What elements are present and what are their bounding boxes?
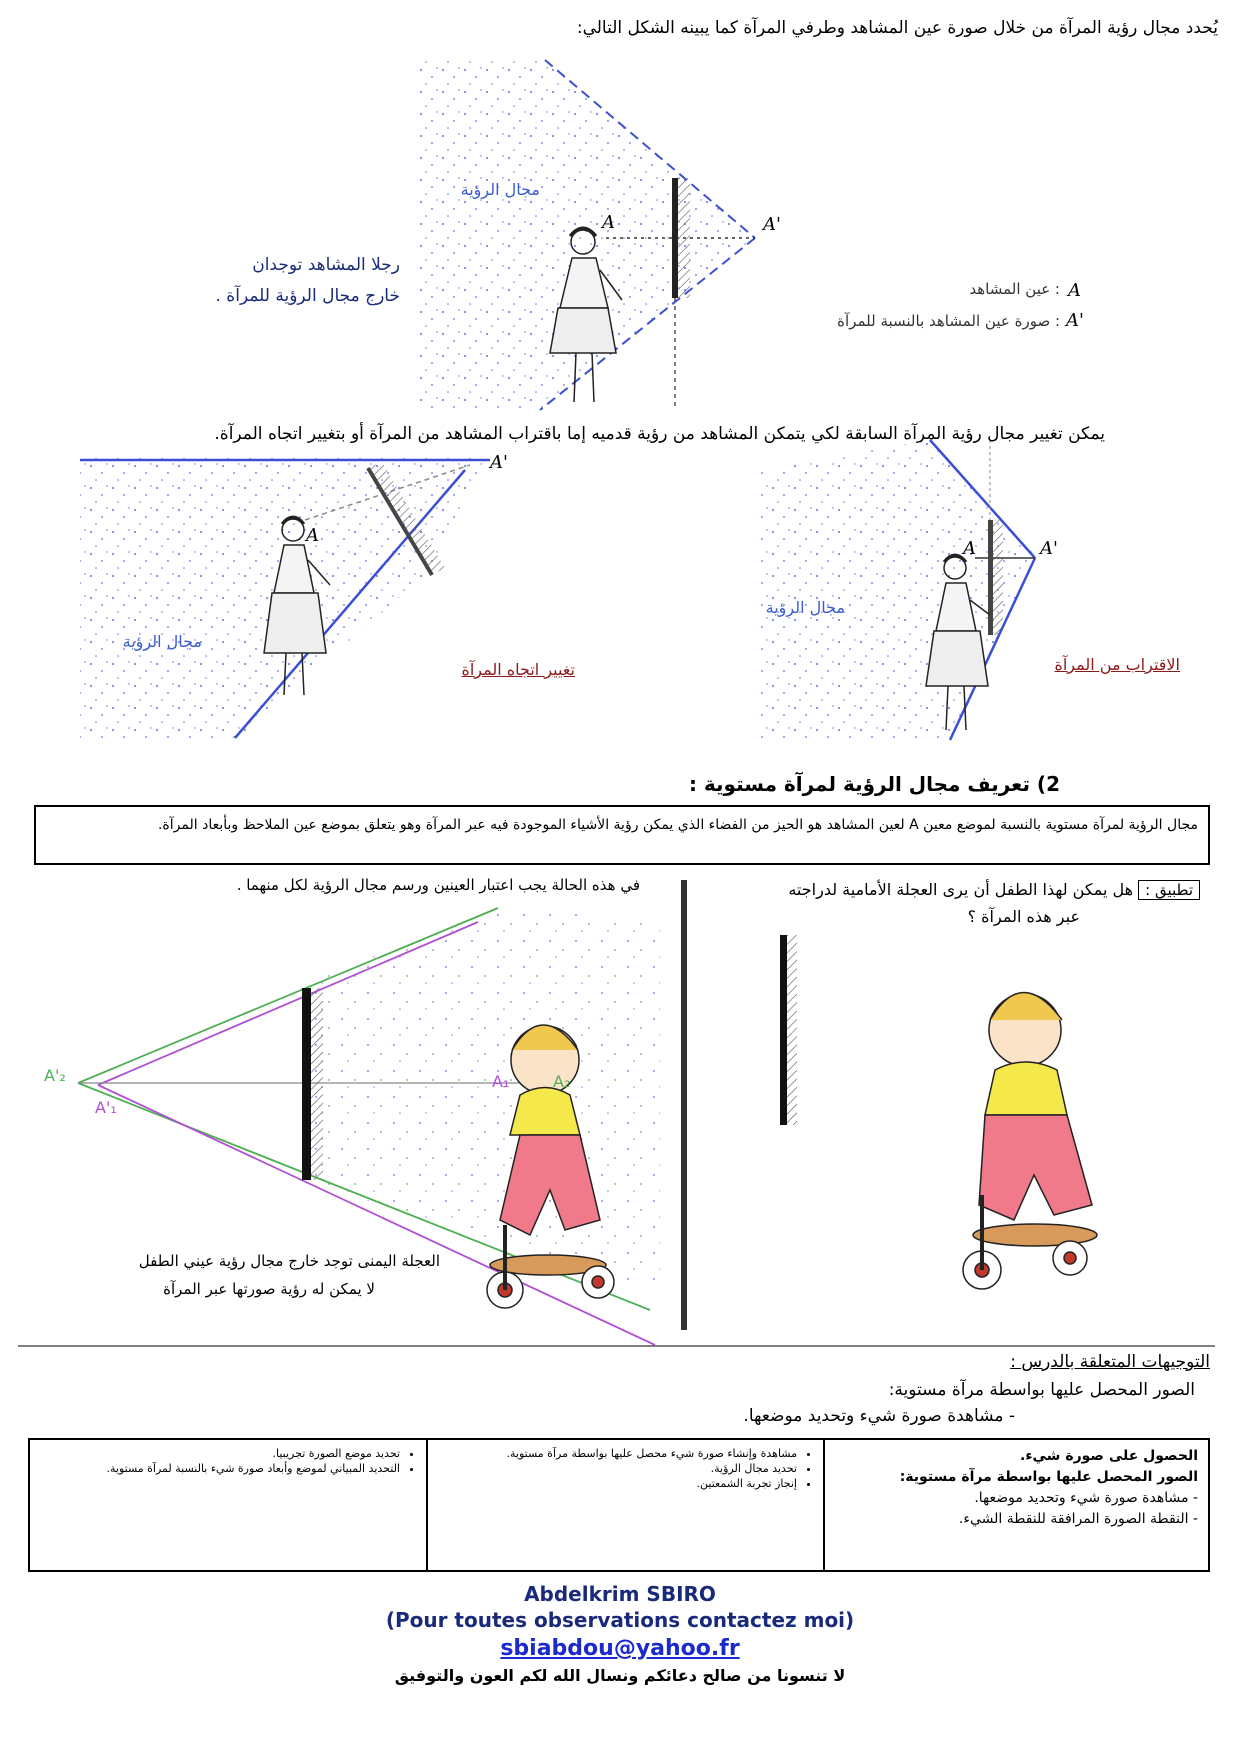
intro-text: يُحدد مجال رؤية المرآة من خلال صورة عين المشاهد وطرفي المرآة كما يبينه الشكل التالي: [576,18,1218,38]
footer-email-link[interactable]: sbiabdou@yahoo.fr [500,1636,740,1661]
table-col-3 [30,1440,426,1570]
fig1-legend-A-image-text: : صورة عين المشاهد بالنسبة للمرآة [837,312,1060,330]
fig1-feet-note-1: رجلا المشاهد توجدان [252,255,400,275]
app-point-A1-image: A'₁ [95,1098,117,1117]
objectives-table [28,1438,1210,1572]
application-question-line1: هل يمكن لهذا الطفل أن يرى العجلة الأمامية لدراجته [788,880,1134,899]
fig1-field-of-view [420,60,755,410]
app-point-A1: A₁ [492,1072,510,1091]
table-col1-item: - مشاهدة صورة شيء وتحديد موضعها. [974,1490,1198,1506]
fig2-point-A: A [306,525,319,546]
application-case-note: في هذه الحالة يجب اعتبار العينين ورسم مجال الرؤية لكل منهما . [236,876,640,894]
fig1-point-A: A [602,212,615,233]
fig1-legend-A-image-symbol: A' [1066,310,1084,331]
fig3-point-A-image: A' [1040,538,1058,559]
guidelines-line2: - مشاهدة صورة شيء وتحديد موضعها. [743,1406,1015,1426]
table-col3-item: • التحديد المبياني لموضع وأبعاد صورة شيء بالنسبة لمرآة مستوية. [40,1461,400,1476]
table-col1-item: - النقطة الصورة المرافقة للنقطة الشيء. [958,1511,1198,1527]
definition-text: مجال الرؤية لمرآة مستوية بالنسبة لموضع معين A لعين المشاهد هو الحيز من الفضاء الذي يمكن رؤية الأشياء الموجودة فيه عبر المرآة وهو يتعلق بموضع عين الملاحظ وبأبعاد المرآة. [157,817,1198,833]
fig3-caption: الاقتراب من المرآة [1054,655,1180,674]
table-col-1 [823,1440,1208,1570]
fig2-point-A-image: A' [490,452,508,473]
fig2-field-label: مجال الرؤية [122,632,202,651]
table-col2-item: • مشاهدة وإنشاء صورة شيء محصل عليها بواسطة مرآة مستوية. [438,1446,797,1461]
app-point-A2: A₂ [553,1072,571,1091]
fig1-legend-A-symbol: A [1068,280,1081,301]
application-question [710,880,1200,926]
table-col1-item: الصور المحصل عليها بواسطة مرآة مستوية: [899,1469,1198,1485]
fig3-point-A: A [963,538,976,559]
table-col1-item: الحصول على صورة شيء. [1020,1448,1198,1464]
application-question-line2: عبر هذه المرآة ؟ [967,907,1080,926]
fig1-legend-A-text: : عين المشاهد [969,280,1060,298]
fig3-field-label: مجال الرؤية [765,598,845,617]
guidelines-title: التوجيهات المتعلقة بالدرس : [1010,1352,1210,1372]
application-tag: تطبيق : [1138,880,1200,900]
footer-author: Abdelkrim SBIRO [524,1582,716,1606]
table-col2-item: • تحديد مجال الرؤية. [438,1461,797,1476]
fig3-mirror [988,440,1003,635]
fig1-feet-note-2: خارج مجال الرؤية للمرآة . [215,286,400,306]
guidelines-line1: الصور المحصل عليها بواسطة مرآة مستوية: [888,1380,1195,1400]
app-mirror-left [302,988,323,1180]
table-col3-item: • تحديد موضع الصورة تجريبيا. [40,1446,400,1461]
fig2-caption: تغيير اتجاه المرآة [461,660,575,679]
change-text: يمكن تغيير مجال رؤية المرآة السابقة لكي يتمكن المشاهد من رؤية قدميه إما باقتراب المشاهد من المرآة أو بتغيير اتجاه المرآة. [214,424,1105,444]
table-col2-item: • إنجاز تجربة الشمعتين. [438,1476,797,1491]
app-answer-line2: لا يمكن له رؤية صورتها عبر المرآة [163,1280,375,1298]
app-child-right [963,993,1097,1290]
fig1-point-A-image: A' [763,214,781,235]
section2-title: 2) تعريف مجال الرؤية لمرآة مستوية : [688,772,1060,796]
fig1-field-label: مجال الرؤية [460,180,540,199]
footer-contact: (Pour toutes observations contactez moi) [385,1608,855,1632]
table-col-2 [426,1440,823,1570]
app-mirror-right [780,935,797,1125]
app-point-A2-image: A'₂ [44,1066,66,1085]
footer-dua: لا تنسونا من صالح دعائكم ونسال الله لكم العون والتوفيق [394,1666,846,1685]
definition-box [34,805,1210,865]
app-answer-line1: العجلة اليمنى توجد خارج مجال رؤية عيني الطفل [138,1252,440,1270]
